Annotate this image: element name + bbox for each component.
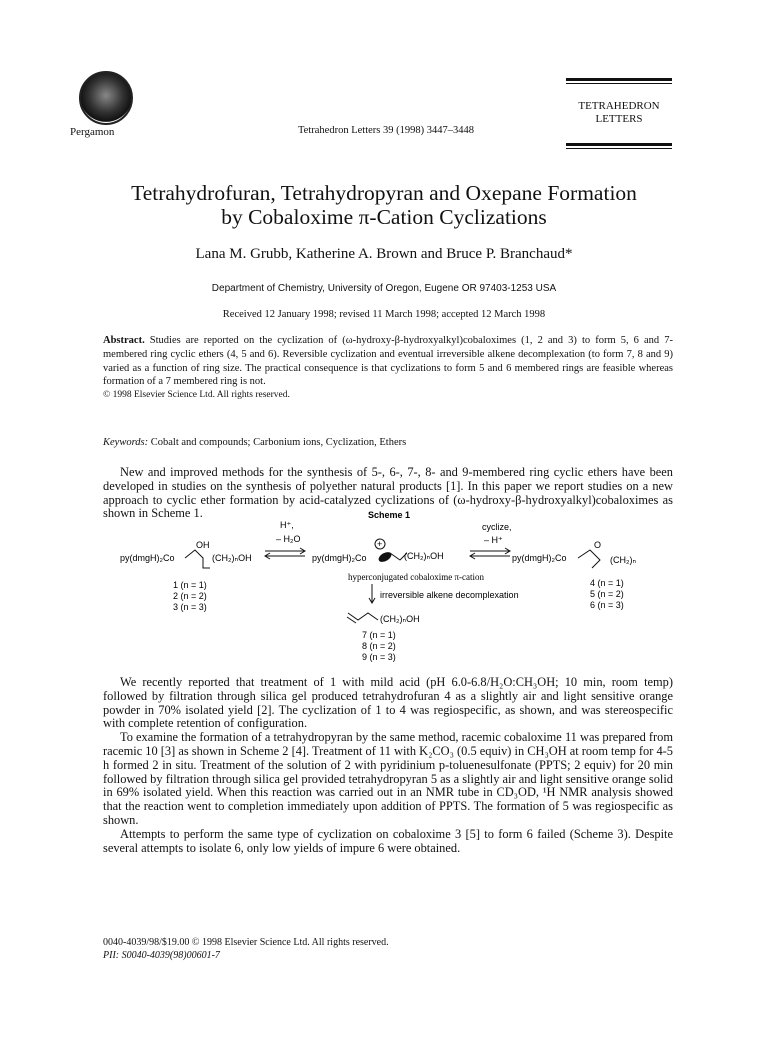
keywords <box>103 437 673 448</box>
right-compound-labels <box>590 578 624 610</box>
reagent-water: – H₂O <box>276 534 301 544</box>
publisher-name: Pergamon <box>70 126 115 138</box>
paragraph: We recently reported that treatment of 1 with mild acid (pH 6.0-6.8/H₂O:CH₃OH; 10 min, room temp) followed by filtration through silica gel produced tetrahydrofuran 4 as a slightly air and light sensitive orange powder in 70% isolated yield [2]. The cyclization of 1 to 4 was regiospecific, as shown, and was stereospecific with complete retention of configuration. <box>103 675 673 731</box>
authors: Lana M. Grubb, Katherine A. Brown and Bruce P. Branchaud* <box>195 246 573 262</box>
header-rule-bottom <box>566 143 672 146</box>
left-compound-labels <box>173 580 207 612</box>
scheme-1 <box>100 508 680 668</box>
footer <box>103 936 673 962</box>
header-rule-thin <box>566 83 672 84</box>
left-label: 3 (n = 3) <box>173 602 207 612</box>
start-skeleton <box>185 550 210 568</box>
title-line-1: Tetrahydrofuran, Tetrahydropyran and Oxepane Formation <box>131 181 637 205</box>
journal-name-line1: TETRAHEDRON <box>578 100 660 112</box>
right-label: 5 (n = 2) <box>590 589 624 599</box>
keywords-label: Keywords: <box>103 437 149 448</box>
cation-label: hyperconjugated cobaloxime π-cation <box>348 572 484 582</box>
journal-name-line2: LETTERS <box>595 113 643 125</box>
title-line-2: by Cobaloxime π-Cation Cyclizations <box>221 205 547 229</box>
bottom-label: 8 (n = 2) <box>362 641 396 651</box>
cyclize-label: cyclize, <box>482 522 512 532</box>
decomplexation-label: irreversible alkene decomplexation <box>380 590 519 600</box>
bottom-compound-labels <box>362 630 396 662</box>
reagent-acid: H⁺, <box>280 520 294 530</box>
pergamon-logo <box>79 71 133 125</box>
header-rule-bottom-thin <box>566 148 672 149</box>
received-dates: Received 12 January 1998; revised 11 March 1998; accepted 12 March 1998 <box>222 309 546 320</box>
product-chain: (CH₂)ₙ <box>610 555 637 565</box>
cation-chain: (CH₂)ₙOH <box>404 551 444 561</box>
paragraph: To examine the formation of a tetrahydropyran by the same method, racemic cobaloxime 11 was prepared from racemic 10 [3] as shown in Scheme 2 [4]. Treatment of 11 with K₂CO₃ (0.5 equiv) in CH₃OH at room temp for 4-5 h formed 2 in situ. Treatment of the solution of 2 with pyridinium p-toluenesulfonate (PPTS; 2 equiv) for 20 min followed by filtration through silica gel provided tetrahydropyran 5 as a slightly air and light sensitive orange solid in 69% isolated yield. When this reaction was carried out in an NMR tube in CD₃OD, ¹H NMR analysis showed that the reaction went to completion immediately upon addition of PPTS. The formation of 5 was regiospecific as shown. <box>103 730 673 827</box>
right-label: 6 (n = 3) <box>590 600 624 610</box>
affiliation: Department of Chemistry, University of Oregon, Eugene OR 97403-1253 USA <box>211 283 557 294</box>
paragraph: Attempts to perform the same type of cyclization on cobaloxime 3 [5] to form 6 failed (Scheme 3). Despite several attempts to isolate 6, only low yields of impure 6 were obtained. <box>103 826 673 855</box>
alkene-skeleton <box>348 613 378 620</box>
cation-co: py(dmgH)₂Co <box>312 553 367 563</box>
left-label: 1 (n = 1) <box>173 580 207 590</box>
product-co: py(dmgH)₂Co <box>512 553 567 563</box>
product-ring <box>578 550 600 568</box>
abstract-text: Studies are reported on the cyclization of (ω-hydroxy-β-hydroxyalkyl)cobaloximes (1, 2 and 3) to form 5, 6 and 7-membered ring cyclic ethers (4, 5 and 6). Reversible cyclization and eventual irreversible alkene decomplexation (to form 7, 8 and 9) varied as a function of ring size. The practical consequence is that cyclizations to form 5 and 6 membered rings are feasible whereas formation of a 7 membered ring is not. <box>103 335 673 388</box>
right-label: 4 (n = 1) <box>590 578 624 588</box>
abstract-copyright: © 1998 Elsevier Science Ltd. All rights reserved. <box>103 390 290 401</box>
footer-pii: PII: S0040-4039(98)00601-7 <box>103 950 220 961</box>
header-rule <box>566 78 672 81</box>
start-chain: (CH₂)ₙOH <box>212 553 252 563</box>
left-label: 2 (n = 2) <box>173 591 207 601</box>
scheme-title: Scheme 1 <box>368 510 411 520</box>
journal-citation: Tetrahedron Letters 39 (1998) 3447–3448 <box>298 125 474 136</box>
bottom-label: 7 (n = 1) <box>362 630 396 640</box>
orbital-lobe <box>377 550 393 564</box>
footer-copyright: 0040-4039/98/$19.00 © 1998 Elsevier Science Ltd. All rights reserved. <box>103 937 389 948</box>
product-o: O <box>594 540 602 550</box>
journal-name <box>566 100 672 126</box>
intro-paragraph: New and improved methods for the synthesis of 5-, 6-, 7-, 8- and 9-membered ring cyclic ethers have been developed in studies on the synthesis of polyether natural products [1]. In this paper we report studies on a new approach to cyclic ether formation by acid-catalyzed cyclizations of (ω-hydroxy-β-hydroxyalkyl)cobaloximes as shown in Scheme 1. <box>103 465 673 521</box>
start-co: py(dmgH)₂Co <box>120 553 175 563</box>
body-text <box>103 676 673 855</box>
minus-h: – H⁺ <box>484 535 503 545</box>
keywords-text: Cobalt and compounds; Carbonium ions, Cyclization, Ethers <box>150 437 407 448</box>
paper-title <box>60 181 708 229</box>
plus-sign: + <box>377 539 383 549</box>
bottom-label: 9 (n = 3) <box>362 652 396 662</box>
abstract <box>103 334 673 403</box>
alkene-chain: (CH₂)ₙOH <box>380 614 420 624</box>
abstract-label: Abstract. <box>103 335 145 346</box>
start-oh: OH <box>196 540 210 550</box>
